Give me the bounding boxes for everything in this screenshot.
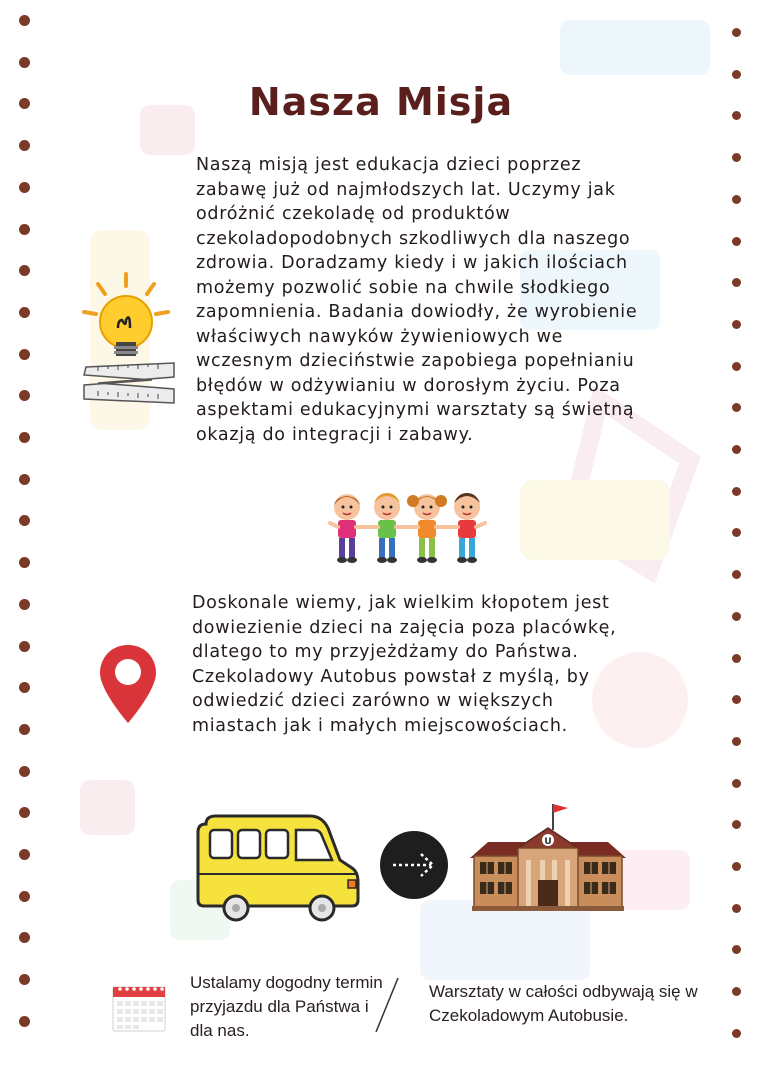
border-dot xyxy=(732,362,741,371)
school-icon xyxy=(468,800,628,915)
border-dot xyxy=(19,432,30,443)
divider-slash xyxy=(372,976,402,1036)
border-dot xyxy=(19,891,30,902)
bus-icon xyxy=(192,812,362,924)
border-dot xyxy=(732,487,741,496)
border-dot xyxy=(732,612,741,621)
border-dot xyxy=(19,140,30,151)
border-dot xyxy=(19,599,30,610)
border-dot xyxy=(732,528,741,537)
border-dot xyxy=(19,15,30,26)
border-dot xyxy=(732,904,741,913)
border-dot xyxy=(19,57,30,68)
dot-border-left xyxy=(19,0,39,1080)
children-icon xyxy=(325,487,490,567)
location-pin-icon xyxy=(97,643,159,727)
border-dot xyxy=(19,724,30,735)
school-sign: U xyxy=(544,837,552,847)
footer-right-text: Warsztaty w całości odbywają się w Czekoladowym Autobusie. xyxy=(429,982,698,1025)
border-dot xyxy=(732,195,741,204)
border-dot xyxy=(19,307,30,318)
border-dot xyxy=(732,695,741,704)
border-dot xyxy=(19,1016,30,1027)
border-dot xyxy=(732,654,741,663)
border-dot xyxy=(732,237,741,246)
footer-left-text: Ustalamy dogodny termin przyjazdu dla Państwa i dla nas. xyxy=(190,973,383,1040)
border-dot xyxy=(732,1029,741,1038)
border-dot xyxy=(19,265,30,276)
border-dot xyxy=(732,570,741,579)
border-dot xyxy=(19,682,30,693)
border-dot xyxy=(19,974,30,985)
border-dot xyxy=(19,182,30,193)
border-dot xyxy=(732,28,741,37)
border-dot xyxy=(732,403,741,412)
border-dot xyxy=(19,641,30,652)
border-dot xyxy=(19,390,30,401)
dot-border-right xyxy=(732,0,752,1080)
border-dot xyxy=(732,70,741,79)
arrow-right-icon xyxy=(379,830,449,900)
border-dot xyxy=(732,153,741,162)
mission-paragraph: Naszą misją jest edukacja dzieci poprzez zabawę już od najmłodszych lat. Uczymy jak odróżnić czekoladę od produktów czekoladopodobnych szkodliwych dla naszego zdrowia. Doradzamy kiedy i w jakich ilościach możemy pozwolić sobie na chwile słodkiego zapomnienia. Badania dowiodły, że wyrobienie właściwych nawyków żywieniowych we wczesnym dzieciństwie zapobiega popełnianiu błędów w odżywianiu w dorosłym życiu. Poza aspektami edukacyjnymi warsztaty są świetną okazją do integracji i zabawy. xyxy=(196,155,638,445)
measuring-tape-icon xyxy=(78,355,178,410)
border-dot xyxy=(19,932,30,943)
border-dot xyxy=(19,766,30,777)
border-dot xyxy=(732,320,741,329)
calendar-icon xyxy=(111,983,167,1033)
border-dot xyxy=(19,515,30,526)
border-dot xyxy=(732,445,741,454)
border-dot xyxy=(19,349,30,360)
border-dot xyxy=(19,557,30,568)
border-dot xyxy=(732,945,741,954)
border-dot xyxy=(732,779,741,788)
page-title: Nasza Misja xyxy=(248,80,514,124)
border-dot xyxy=(19,224,30,235)
border-dot xyxy=(732,820,741,829)
border-dot xyxy=(19,807,30,818)
border-dot xyxy=(19,474,30,485)
border-dot xyxy=(732,987,741,996)
border-dot xyxy=(732,862,741,871)
border-dot xyxy=(732,737,741,746)
transport-paragraph: Doskonale wiemy, jak wielkim kłopotem jest dowiezienie dzieci na zajęcia poza placówkę, dlatego to my przyjeżdżamy do Państwa. Czekoladowy Autobus powstał z myślą, by odwiedzić dzieci zarówno w większych miastach jak i małych miejscowościach. xyxy=(192,593,617,736)
border-dot xyxy=(732,278,741,287)
border-dot xyxy=(19,849,30,860)
